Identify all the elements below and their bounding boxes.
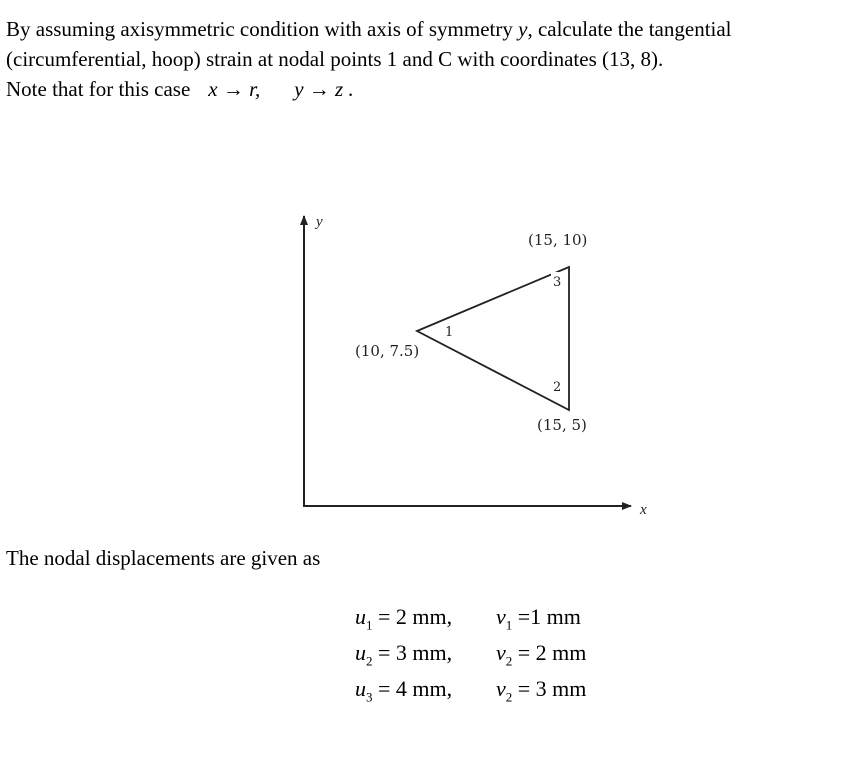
v-value: = 2 mm (517, 640, 587, 665)
v-symbol: v (496, 676, 506, 701)
mapping-x-r: x → r, (208, 77, 261, 101)
u-value: = 4 mm, (378, 676, 453, 701)
node-2-coordinates: (15, 5) (537, 416, 587, 434)
u-symbol: u (355, 676, 366, 701)
v-symbol: v (496, 604, 506, 629)
displacement-row-3 (355, 676, 452, 705)
node-1-coordinates: (10, 7.5) (355, 342, 420, 360)
problem-text: , calculate the tangential (527, 17, 732, 41)
symmetry-axis-variable: y (518, 17, 528, 41)
v-subscript: 2 (505, 689, 513, 705)
problem-line-1 (6, 14, 732, 44)
v-subscript: 2 (505, 653, 513, 669)
given-text: The nodal displacements are given as (6, 546, 321, 570)
node-3-coordinates: (15, 10) (528, 231, 588, 249)
v-value: =1 mm (517, 604, 581, 629)
u-subscript: 1 (366, 617, 373, 633)
element-figure (0, 200, 856, 530)
element-number-label: 1 (445, 325, 454, 340)
u-value: = 2 mm, (378, 604, 453, 629)
x-axis-label: x (640, 502, 647, 518)
displacement-row-1 (355, 604, 452, 633)
v-value: = 3 mm (517, 676, 587, 701)
v-subscript: 1 (505, 617, 513, 633)
displacement-row-3-v (496, 676, 586, 705)
node-3-number: 3 (553, 275, 562, 290)
mapping-y-z: y → z . (294, 77, 354, 101)
node-2-number: 2 (553, 380, 562, 395)
u-symbol: u (355, 604, 366, 629)
y-axis-label: y (316, 214, 323, 230)
u-symbol: u (355, 640, 366, 665)
displacement-row-2-v (496, 640, 586, 669)
displacement-row-1-v (496, 604, 581, 633)
note-text: Note that for this case (6, 77, 191, 101)
u-subscript: 2 (366, 653, 373, 669)
displacement-row-2 (355, 640, 452, 669)
u-value: = 3 mm, (378, 640, 453, 665)
problem-line-2: (circumferential, hoop) strain at nodal points 1 and C with coordinates (13, 8). (6, 47, 664, 71)
triangle-element (417, 267, 569, 410)
problem-line-3 (6, 74, 732, 104)
problem-text: By assuming axisymmetric condition with axis of symmetry (6, 17, 519, 41)
problem-statement (6, 14, 732, 104)
u-subscript: 3 (366, 689, 373, 705)
v-symbol: v (496, 640, 506, 665)
